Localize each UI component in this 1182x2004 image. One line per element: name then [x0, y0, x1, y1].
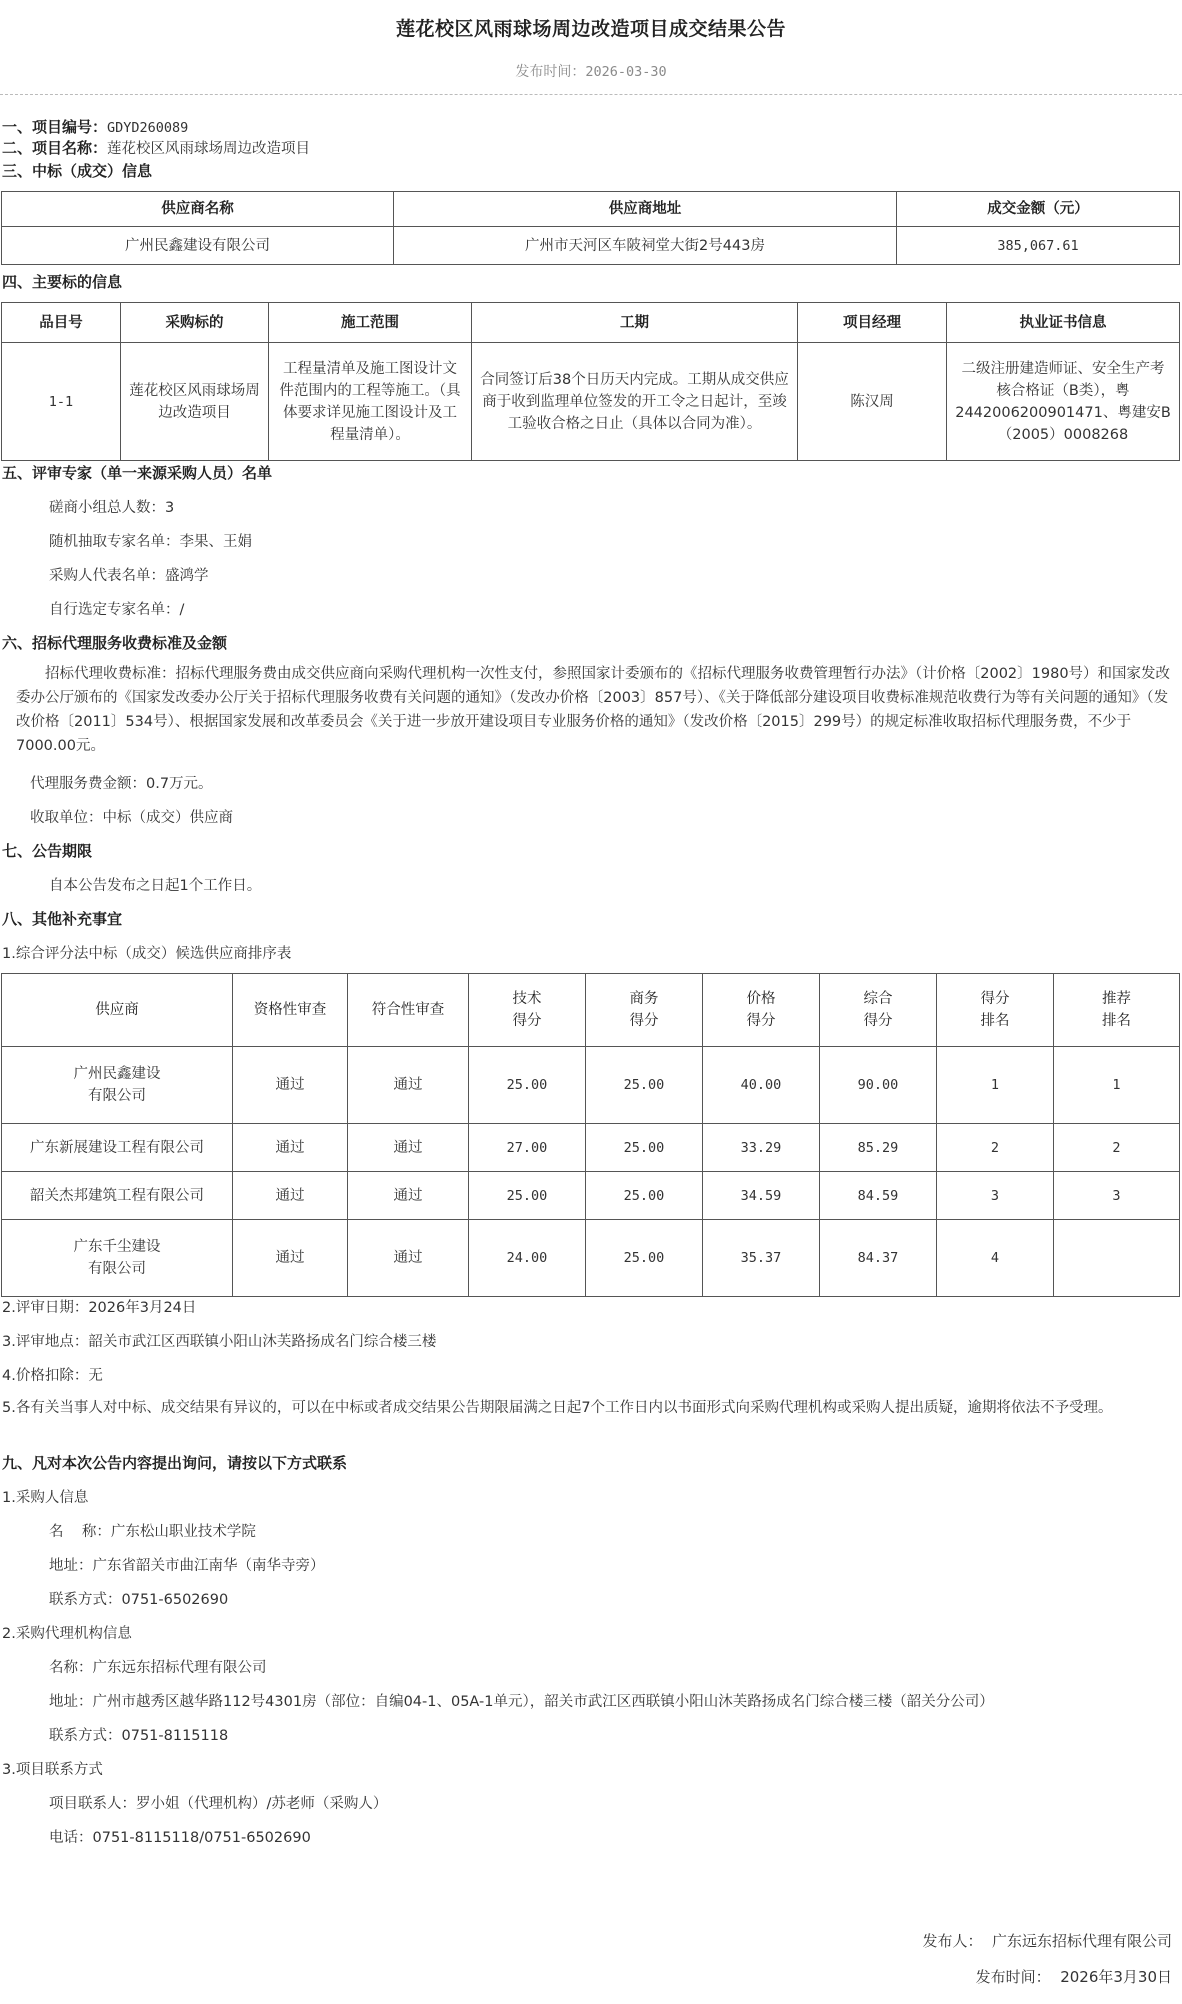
rank-header-price: 价格 得分: [703, 974, 820, 1047]
ranking-table-title: 1.综合评分法中标（成交）候选供应商排序表: [2, 946, 292, 962]
rank-business-score: 25.00: [586, 1172, 703, 1220]
header-divider: [0, 94, 1182, 95]
rank-price-score: 35.37: [703, 1220, 820, 1297]
agent-address: 地址：广州市越秀区越华路112号4301房（部位：自编04-1、05A-1单元），韶关市武江区西联镇小阳山沐芙路扬成名门综合楼三楼（韶关分公司）: [49, 1694, 994, 1710]
ranking-table: [1, 973, 1180, 1297]
rank-header-total: 综合 得分: [820, 974, 937, 1047]
footer-publish-time: 发布时间： 2026年3月30日: [975, 1968, 1172, 1986]
project-contact-title: 3.项目联系方式: [2, 1762, 103, 1778]
rank-qualification: 通过: [233, 1047, 348, 1124]
rank-business-score: 25.00: [586, 1047, 703, 1124]
buyer-phone: 联系方式：0751-6502690: [49, 1592, 229, 1608]
buyer-representative: 采购人代表名单：盛鸿学: [49, 568, 209, 584]
publish-time-value: 2026-03-30: [585, 64, 667, 80]
subject-scope: 工程量清单及施工图设计文件范围内的工程等施工。（具体要求详见施工图设计及工程量清单）。: [269, 343, 472, 461]
price-deduction: 4.价格扣除：无: [2, 1368, 103, 1384]
table-row: [2, 1220, 1180, 1297]
review-date: 2.评审日期：2026年3月24日: [2, 1300, 197, 1316]
agent-info-title: 2.采购代理机构信息: [2, 1626, 132, 1642]
subject-manager: 陈汉周: [798, 343, 947, 461]
subject-header-item-no: 品目号: [2, 303, 121, 343]
rank-recommend-rank: 2: [1054, 1124, 1180, 1172]
random-experts: 随机抽取专家名单：李果、王娟: [49, 534, 252, 550]
rank-total-score: 84.59: [820, 1172, 937, 1220]
page-title: 莲花校区风雨球场周边改造项目成交结果公告: [395, 18, 786, 40]
buyer-name: 名 称：广东松山职业技术学院: [49, 1524, 256, 1540]
rank-score-rank: 4: [937, 1220, 1054, 1297]
section-7-title: 七、公告期限: [2, 842, 93, 860]
table-row: [2, 343, 1180, 461]
subject-header-target: 采购标的: [121, 303, 269, 343]
rank-header-business: 商务 得分: [586, 974, 703, 1047]
project-number-label: 一、项目编号：: [2, 118, 108, 136]
panel-size: 磋商小组总人数：3: [49, 500, 175, 516]
agent-phone: 联系方式：0751-8115118: [49, 1728, 229, 1744]
project-contact-phone: 电话：0751-8115118/0751-6502690: [49, 1830, 311, 1846]
rank-score-rank: 3: [937, 1172, 1054, 1220]
award-table-header: [2, 192, 1180, 227]
rank-tech-score: 27.00: [469, 1124, 586, 1172]
rank-compliance: 通过: [348, 1220, 469, 1297]
table-row: [2, 1047, 1180, 1124]
award-amount: 385,067.61: [897, 227, 1180, 265]
rank-compliance: 通过: [348, 1047, 469, 1124]
project-number-value: GDYD260089: [107, 120, 189, 136]
review-place: 3.评审地点：韶关市武江区西联镇小阳山沐芙路扬成名门综合楼三楼: [2, 1334, 437, 1350]
project-contact-person: 项目联系人：罗小姐（代理机构）/苏老师（采购人）: [49, 1796, 388, 1812]
table-row: [2, 1172, 1180, 1220]
rank-header-recommend-rank: 推荐 排名: [1054, 974, 1180, 1047]
subject-target: 莲花校区风雨球场周边改造项目: [121, 343, 269, 461]
project-name-label: 二、项目名称：: [2, 139, 108, 157]
table-row: [2, 227, 1180, 265]
rank-tech-score: 25.00: [469, 1047, 586, 1124]
award-header-address: 供应商地址: [394, 192, 897, 227]
subject-license: 二级注册建造师证、安全生产考核合格证（B类），粤2442006200901471、粤建安B（2005）0008268: [947, 343, 1180, 461]
self-selected-experts: 自行选定专家名单：/: [49, 602, 185, 618]
rank-score-rank: 1: [937, 1047, 1054, 1124]
section-5-title: 五、评审专家（单一来源采购人员）名单: [2, 464, 273, 482]
buyer-info-title: 1.采购人信息: [2, 1490, 89, 1506]
rank-price-score: 33.29: [703, 1124, 820, 1172]
rank-qualification: 通过: [233, 1220, 348, 1297]
footer-publisher: 发布人： 广东远东招标代理有限公司: [922, 1932, 1172, 1950]
section-8-title: 八、其他补充事宜: [2, 910, 123, 928]
award-header-supplier: 供应商名称: [2, 192, 394, 227]
notice-period: 自本公告发布之日起1个工作日。: [49, 878, 262, 894]
award-table: [1, 191, 1180, 265]
subject-table-header: [2, 303, 1180, 343]
rank-qualification: 通过: [233, 1172, 348, 1220]
publish-time: [0, 61, 1182, 81]
publish-time-label: 发布时间：: [515, 64, 586, 80]
rank-supplier: 韶关杰邦建筑工程有限公司: [2, 1172, 233, 1220]
objection-notice: 5.各有关当事人对中标、成交结果有异议的，可以在中标或者成交结果公告期限届满之日起7个工作日内以书面形式向采购代理机构或采购人提出质疑，逾期将依法不予受理。: [2, 1400, 1113, 1416]
rank-price-score: 40.00: [703, 1047, 820, 1124]
subject-header-period: 工期: [472, 303, 798, 343]
fee-amount: 代理服务费金额：0.7万元。: [30, 776, 213, 792]
project-number: [2, 116, 188, 137]
project-name-value: 莲花校区风雨球场周边改造项目: [107, 141, 311, 157]
rank-price-score: 34.59: [703, 1172, 820, 1220]
rank-header-score-rank: 得分 排名: [937, 974, 1054, 1047]
rank-qualification: 通过: [233, 1124, 348, 1172]
subject-header-manager: 项目经理: [798, 303, 947, 343]
project-name: [2, 137, 310, 158]
section-9-title: 九、凡对本次公告内容提出询问，请按以下方式联系: [2, 1454, 348, 1472]
ranking-table-header: [2, 974, 1180, 1047]
rank-header-compliance: 符合性审查: [348, 974, 469, 1047]
rank-supplier: 广州民鑫建设 有限公司: [2, 1047, 233, 1124]
rank-supplier: 广东新展建设工程有限公司: [2, 1124, 233, 1172]
rank-business-score: 25.00: [586, 1124, 703, 1172]
buyer-address: 地址：广东省韶关市曲江南华（南华寺旁）: [49, 1558, 325, 1574]
subject-header-license: 执业证书信息: [947, 303, 1180, 343]
rank-tech-score: 25.00: [469, 1172, 586, 1220]
rank-header-supplier: 供应商: [2, 974, 233, 1047]
rank-recommend-rank: 3: [1054, 1172, 1180, 1220]
rank-supplier: 广东千尘建设 有限公司: [2, 1220, 233, 1297]
rank-total-score: 90.00: [820, 1047, 937, 1124]
rank-compliance: 通过: [348, 1124, 469, 1172]
subject-period: 合同签订后38个日历天内完成。工期从成交供应商于收到监理单位签发的开工令之日起计，至竣工验收合格之日止（具体以合同为准）。: [472, 343, 798, 461]
fee-standard-paragraph: 招标代理收费标准：招标代理服务费由成交供应商向采购代理机构一次性支付，参照国家计委颁布的《招标代理服务收费管理暂行办法》（计价格〔2002〕1980号）和国家发改委办公厅颁布的《国家发改委办公厅关于招标代理服务收费有关问题的通知》（发改办价格〔2003〕857号）、《关于降低部分建设项目收费标准规范收费行为等有关问题的通知》（发改价格〔2011〕534号）、根据国家发展和改革委员会《关于进一步放开建设项目专业服务价格的通知》（发改价格〔2015〕299号）的规定标准收取招标代理服务费，不少于7000.00元。: [16, 666, 1171, 754]
rank-recommend-rank: 1: [1054, 1047, 1180, 1124]
rank-recommend-rank: [1054, 1220, 1180, 1297]
rank-business-score: 25.00: [586, 1220, 703, 1297]
table-row: [2, 1124, 1180, 1172]
subject-header-scope: 施工范围: [269, 303, 472, 343]
rank-header-qualification: 资格性审查: [233, 974, 348, 1047]
award-supplier: 广州民鑫建设有限公司: [2, 227, 394, 265]
subject-table: [1, 302, 1180, 461]
rank-header-tech: 技术 得分: [469, 974, 586, 1047]
award-address: 广州市天河区车陂祠堂大街2号443房: [394, 227, 897, 265]
rank-total-score: 84.37: [820, 1220, 937, 1297]
section-3-title: 三、中标（成交）信息: [2, 162, 153, 180]
fee-payer: 收取单位：中标（成交）供应商: [30, 810, 233, 826]
award-header-amount: 成交金额（元）: [897, 192, 1180, 227]
rank-compliance: 通过: [348, 1172, 469, 1220]
subject-item-no: 1-1: [2, 343, 121, 461]
section-6-title: 六、招标代理服务收费标准及金额: [2, 634, 228, 652]
rank-tech-score: 24.00: [469, 1220, 586, 1297]
rank-score-rank: 2: [937, 1124, 1054, 1172]
section-4-title: 四、主要标的信息: [2, 273, 123, 291]
rank-total-score: 85.29: [820, 1124, 937, 1172]
agent-name: 名称：广东远东招标代理有限公司: [49, 1660, 267, 1676]
